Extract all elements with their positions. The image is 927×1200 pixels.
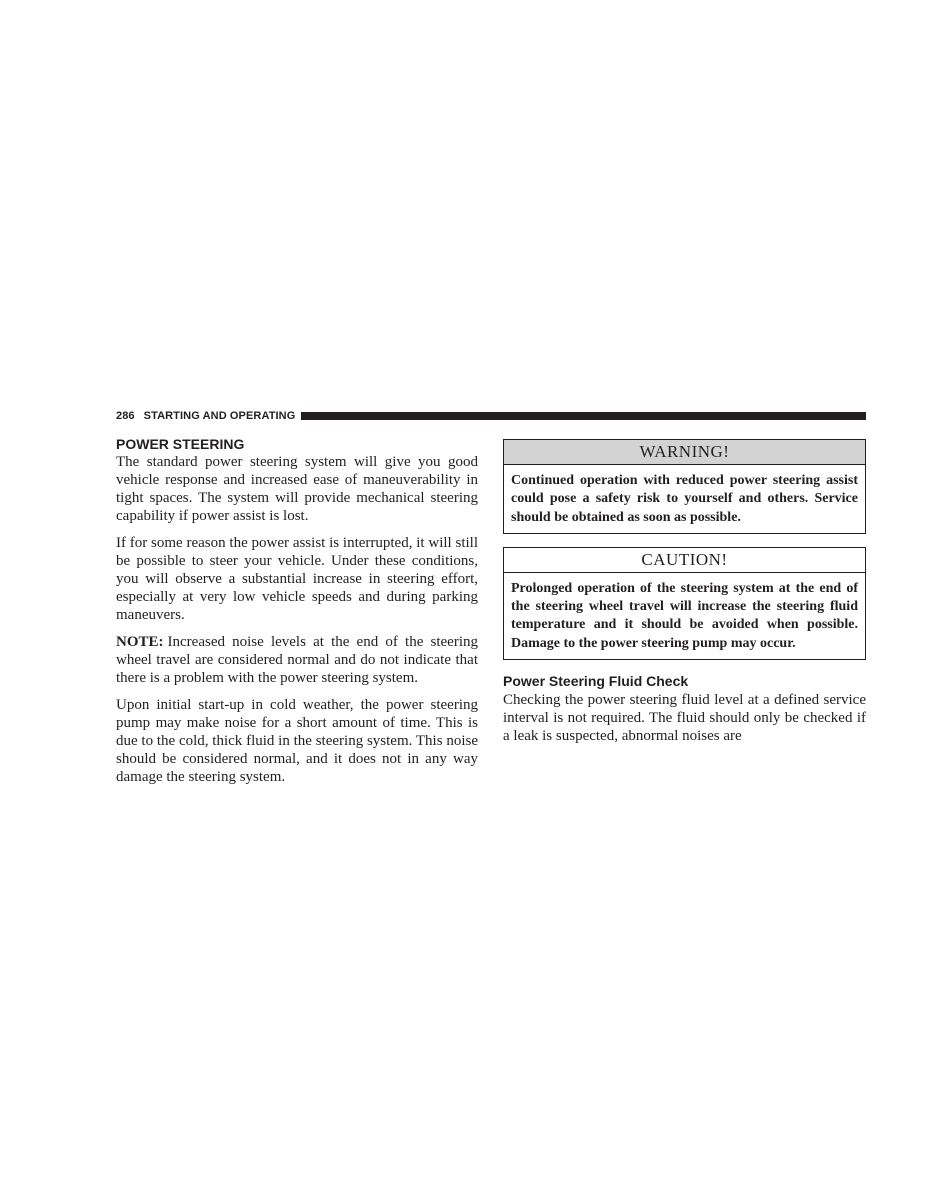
page-number: 286 (116, 410, 135, 422)
note-text: Increased noise levels at the end of the steering wheel travel are considered normal and do not indicate that there is a problem with the power steering system. (116, 634, 478, 686)
section-title: STARTING AND OPERATING (143, 410, 296, 422)
caution-title: CAUTION! (504, 548, 865, 573)
caution-text: Prolonged operation of the steering system at the end of the steering wheel travel will increase the steering fluid temperature and it should be avoided when possible. Damage to the power steering pump may occur. (511, 580, 858, 651)
warning-box (503, 439, 866, 534)
note-paragraph (116, 633, 478, 687)
page-header (116, 409, 866, 423)
power-steering-heading: POWER STEERING (116, 436, 245, 452)
header-rule (301, 412, 866, 420)
fluid-check-heading: Power Steering Fluid Check (503, 673, 689, 690)
right-column (503, 439, 866, 745)
assist-interrupted-paragraph: If for some reason the power assist is interrupted, it will still be possible to steer your vehicle. Under these conditions, you will observe a substantial increase in steering effort, especially at very low vehicle speeds and during parking maneuvers. (116, 535, 478, 623)
cold-start-paragraph: Upon initial start-up in cold weather, the power steering pump may make noise for a short amount of time. This is due to the cold, thick fluid in the steering system. This noise should be considered normal, and it does not in any way damage the steering system. (116, 697, 478, 785)
intro-paragraph: The standard power steering system will give you good vehicle response and increased ease of maneuverability in tight spaces. The system will provide mechanical steering capability if power assist is lost. (116, 454, 478, 524)
caution-box (503, 547, 866, 660)
warning-text: Continued operation with reduced power steering assist could pose a safety risk to yourself and others. Service should be obtained as soon as possible. (511, 473, 858, 525)
left-column (116, 436, 478, 786)
fluid-check-paragraph: Checking the power steering fluid level at a defined service interval is not required. The fluid should only be checked if a leak is suspected, abnormal noises are (503, 692, 866, 745)
note-label: NOTE: (116, 634, 164, 650)
warning-title: WARNING! (504, 440, 865, 465)
